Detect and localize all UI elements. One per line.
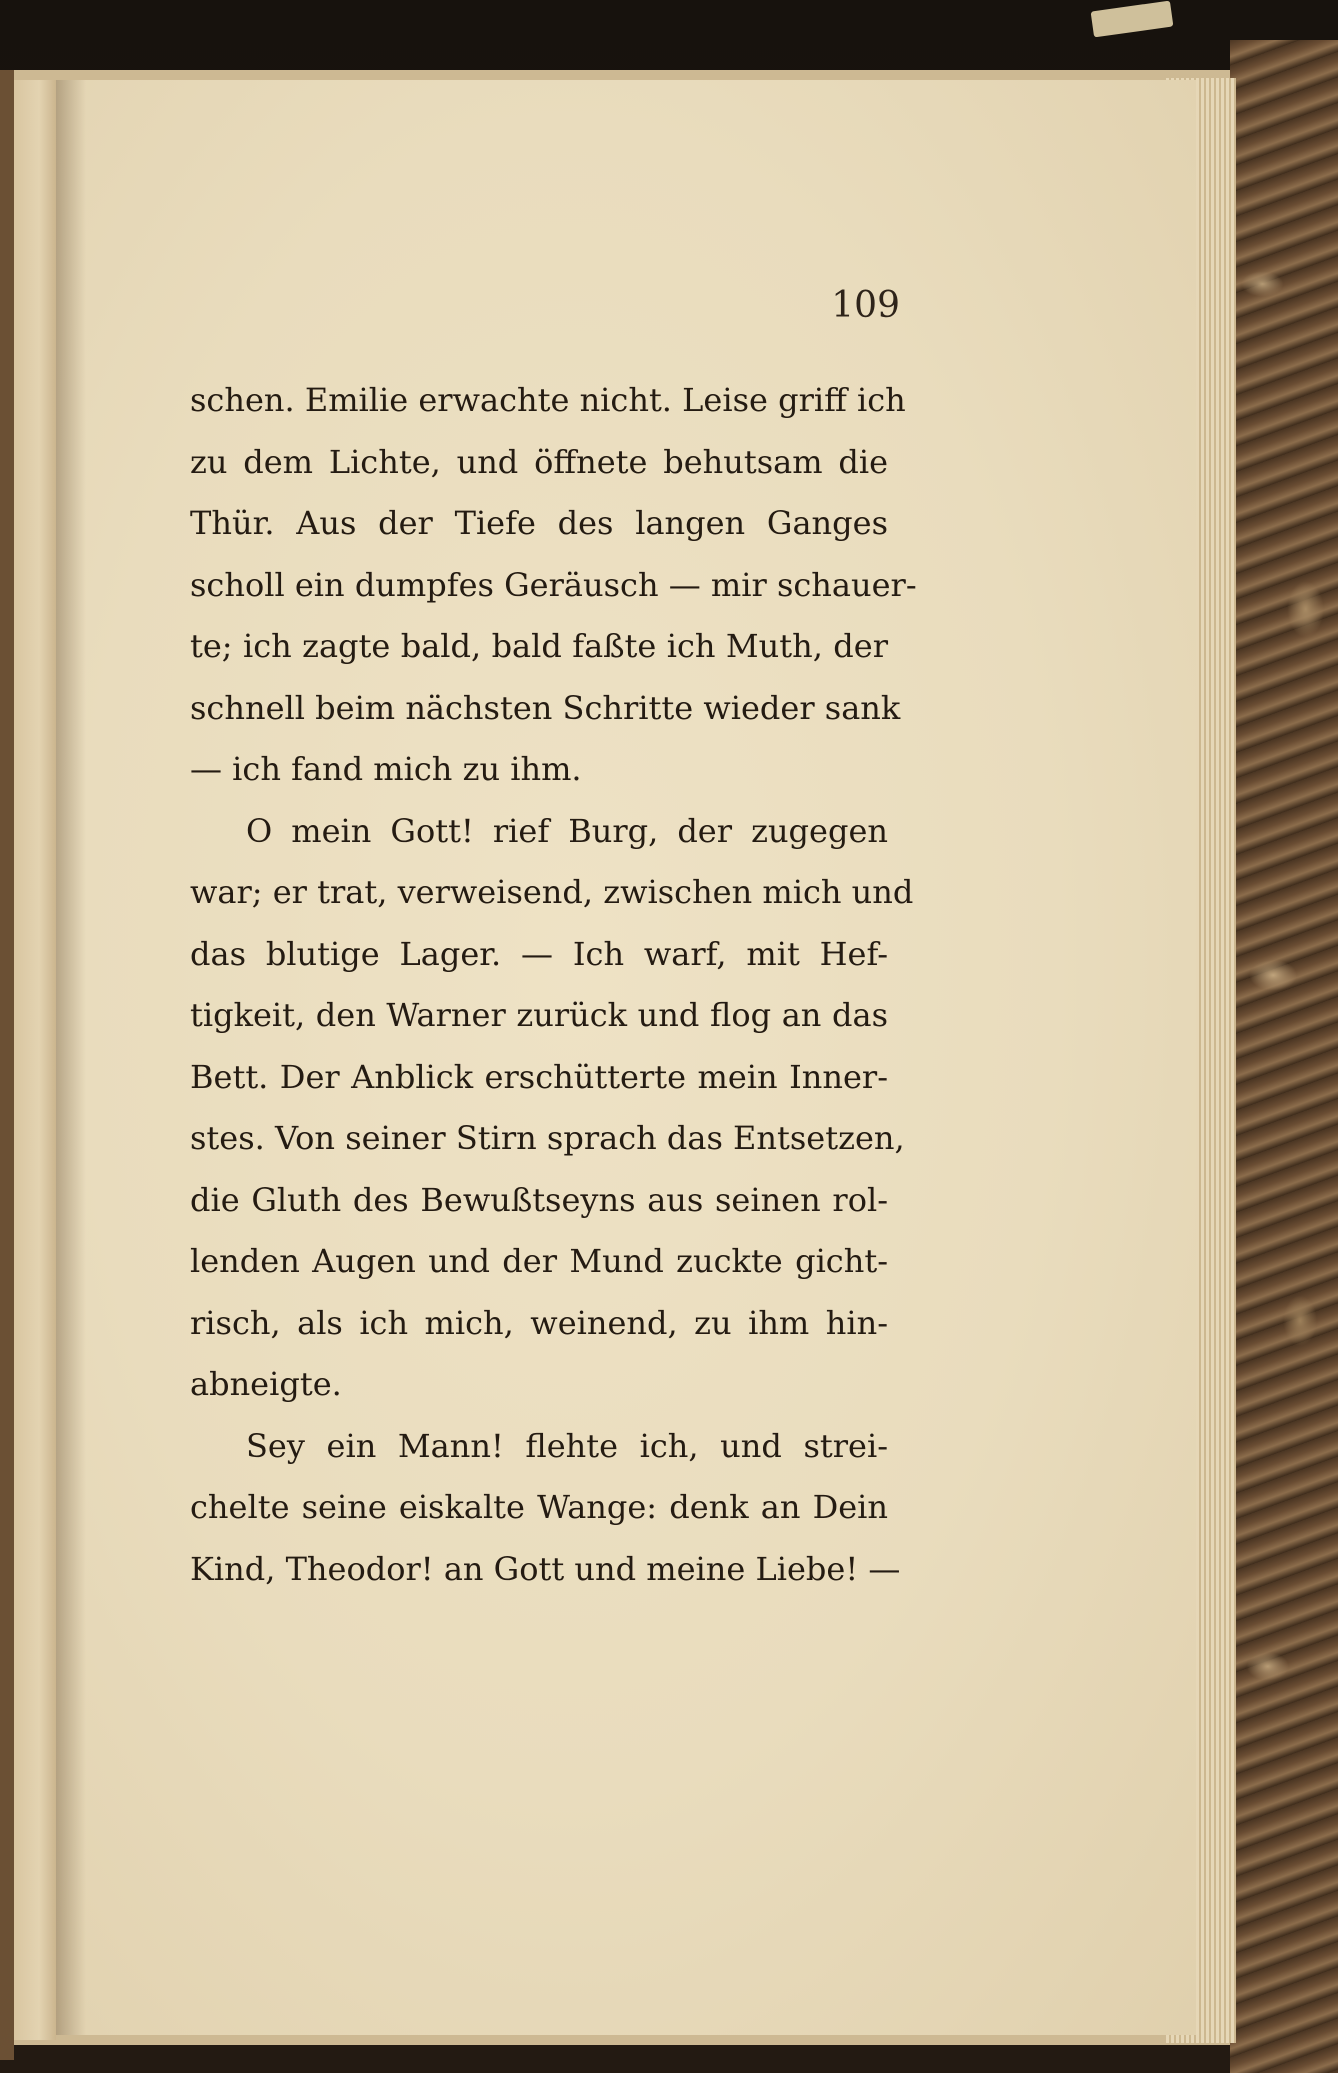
text-line: die Gluth des Bewußtseyns aus seinen rol- <box>190 1180 888 1219</box>
body-text <box>190 370 917 1600</box>
text-line: Thür. Aus der Tiefe des langen Ganges <box>190 504 888 542</box>
text-line: scholl ein dumpfes Geräusch — mir schauer- <box>190 565 917 604</box>
marbled-back-cover <box>1230 40 1338 2073</box>
text-line: Bett. Der Anblick erschütterte mein Inner- <box>190 1057 888 1096</box>
text-line: schnell beim nächsten Schritte wieder sank <box>190 688 901 727</box>
text-line: lenden Augen und der Mund zuckte gicht- <box>190 1242 888 1280</box>
text-line: te; ich zagte bald, bald faßte ich Muth, der <box>190 627 888 665</box>
gutter-shadow <box>56 80 86 2035</box>
facing-page-edge <box>14 80 56 2040</box>
text-line: war; er trat, verweisend, zwischen mich und <box>190 873 914 911</box>
left-cover-edge <box>0 70 14 2060</box>
text-line: Kind, Theodor! an Gott und meine Liebe! — <box>190 1549 901 1588</box>
page-number: 109 <box>831 285 900 326</box>
text-line: zu dem Lichte, und öffnete behutsam die <box>190 442 888 481</box>
text-line: chelte seine eiskalte Wange: denk an Dein <box>190 1488 888 1526</box>
text-line: schen. Emilie erwachte nicht. Leise griff ich <box>190 381 906 419</box>
text-line: risch, als ich mich, weinend, zu ihm hin- <box>190 1303 888 1342</box>
text-line: O mein Gott! rief Burg, der zugegen <box>246 811 888 850</box>
text-line: das blutige Lager. — Ich warf, mit Hef- <box>190 934 888 973</box>
text-line: Sey ein Mann! flehte ich, und strei- <box>246 1426 888 1465</box>
text-line: abneigte. <box>190 1365 342 1403</box>
text-line: stes. Von seiner Stirn sprach das Entsetzen, <box>190 1119 905 1157</box>
text-line: tigkeit, den Warner zurück und flog an das <box>190 996 888 1034</box>
text-line: — ich fand mich zu ihm. <box>190 750 582 788</box>
